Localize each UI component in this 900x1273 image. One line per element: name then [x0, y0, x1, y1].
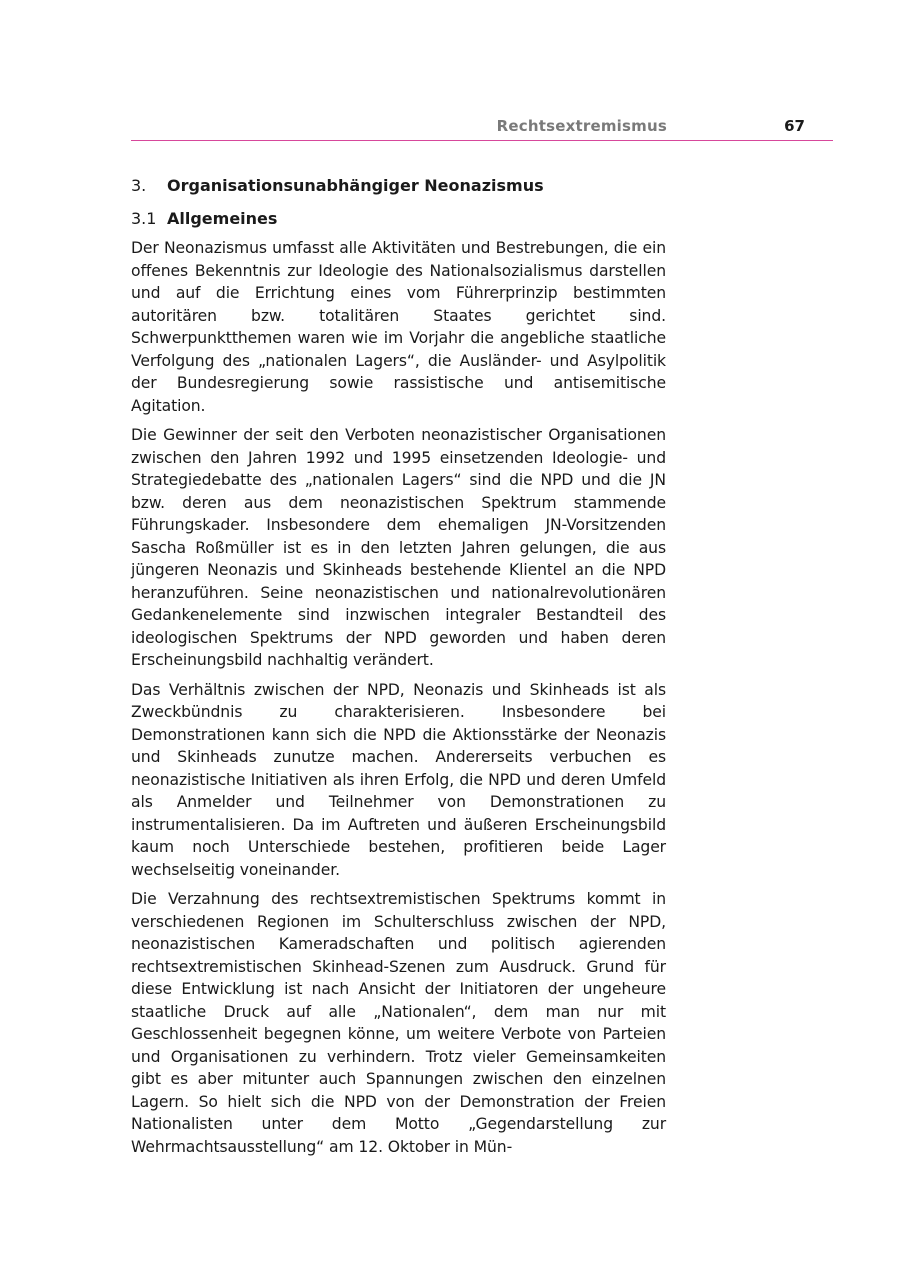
section-heading-title: Allgemeines [167, 209, 278, 228]
chapter-heading-title: Organisationsunabhängiger Neonazismus [167, 176, 544, 195]
body-paragraph-2: Die Gewinner der seit den Verboten neonazistischer Organisationen zwischen den Jahren 1992 und 1995 einsetzenden Ideologie- und Strategiedebatte des „nationalen Lagers“ sind die NPD und die JN bzw. deren aus dem neonazistischen Spektrum stammende Führungskader. Insbesondere dem ehemaligen JN-Vorsitzenden Sascha Roßmüller ist es in den letzten Jahren gelungen, die aus jüngeren Neonazis und Skinheads bestehende Klientel an die NPD heranzuführen. Seine neonazistischen und nationalrevolutionären Gedankenelemente sind inzwischen integraler Bestandteil des ideologischen Spektrums der NPD geworden und haben deren Erscheinungsbild nachhaltig verändert. [131, 426, 666, 669]
section-heading [131, 207, 666, 231]
page-body [131, 174, 666, 1165]
chapter-heading [131, 174, 666, 198]
body-paragraph-1: Der Neonazismus umfasst alle Aktivitäten und Bestrebungen, die ein offenes Bekenntnis zur Ideologie des Nationalsozialismus darstellen und auf die Errichtung eines vom Führerprinzip bestimmten autoritären bzw. totalitären Staates gerichtet sind. Schwerpunktthemen waren wie im Vorjahr die angebliche staatliche Verfolgung des „nationalen Lagers“, die Ausländer- und Asylpolitik der Bundesregierung sowie rassistische und antisemitische Agitation. [131, 239, 666, 415]
body-paragraph-4: Die Verzahnung des rechtsextremistischen Spektrums kommt in verschiedenen Regionen im Schulterschluss zwischen der NPD, neonazistischen Kameradschaften und politisch agierenden rechtsextremistischen Skinhead-Szenen zum Ausdruck. Grund für diese Entwicklung ist nach Ansicht der Initiatoren der ungeheure staatliche Druck auf alle „Nationalen“, dem man nur mit Geschlossenheit begegnen könne, um weitere Verbote von Parteien und Organisationen zu verhindern. Trotz vieler Gemeinsamkeiten gibt es aber mitunter auch Spannungen zwischen den einzelnen Lagern. So hielt sich die NPD von der Demonstration der Freien Nationalisten unter dem Motto „Gegendarstellung zur Wehrmachtsausstellung“ am 12. Oktober in Mün- [131, 890, 666, 1156]
chapter-heading-number: 3. [131, 176, 147, 195]
running-header-section-name: Rechtsextremismus [496, 117, 667, 135]
page-number: 67 [784, 117, 805, 135]
section-heading-number: 3.1 [131, 209, 157, 228]
body-paragraph-3: Das Verhältnis zwischen der NPD, Neonazis und Skinheads ist als Zweckbündnis zu charakterisieren. Insbesondere bei Demonstrationen kann sich die NPD die Aktionsstärke der Neonazis und Skinheads zunutze machen. Andererseits verbuchen es neonazistische Initiativen als ihren Erfolg, die NPD und deren Umfeld als Anmelder und Teilnehmer von Demonstrationen zu instrumentalisieren. Da im Auftreten und äußeren Erscheinungsbild kaum noch Unterschiede bestehen, profitieren beide Lager wechselseitig voneinander. [131, 680, 666, 879]
running-header [131, 116, 833, 141]
